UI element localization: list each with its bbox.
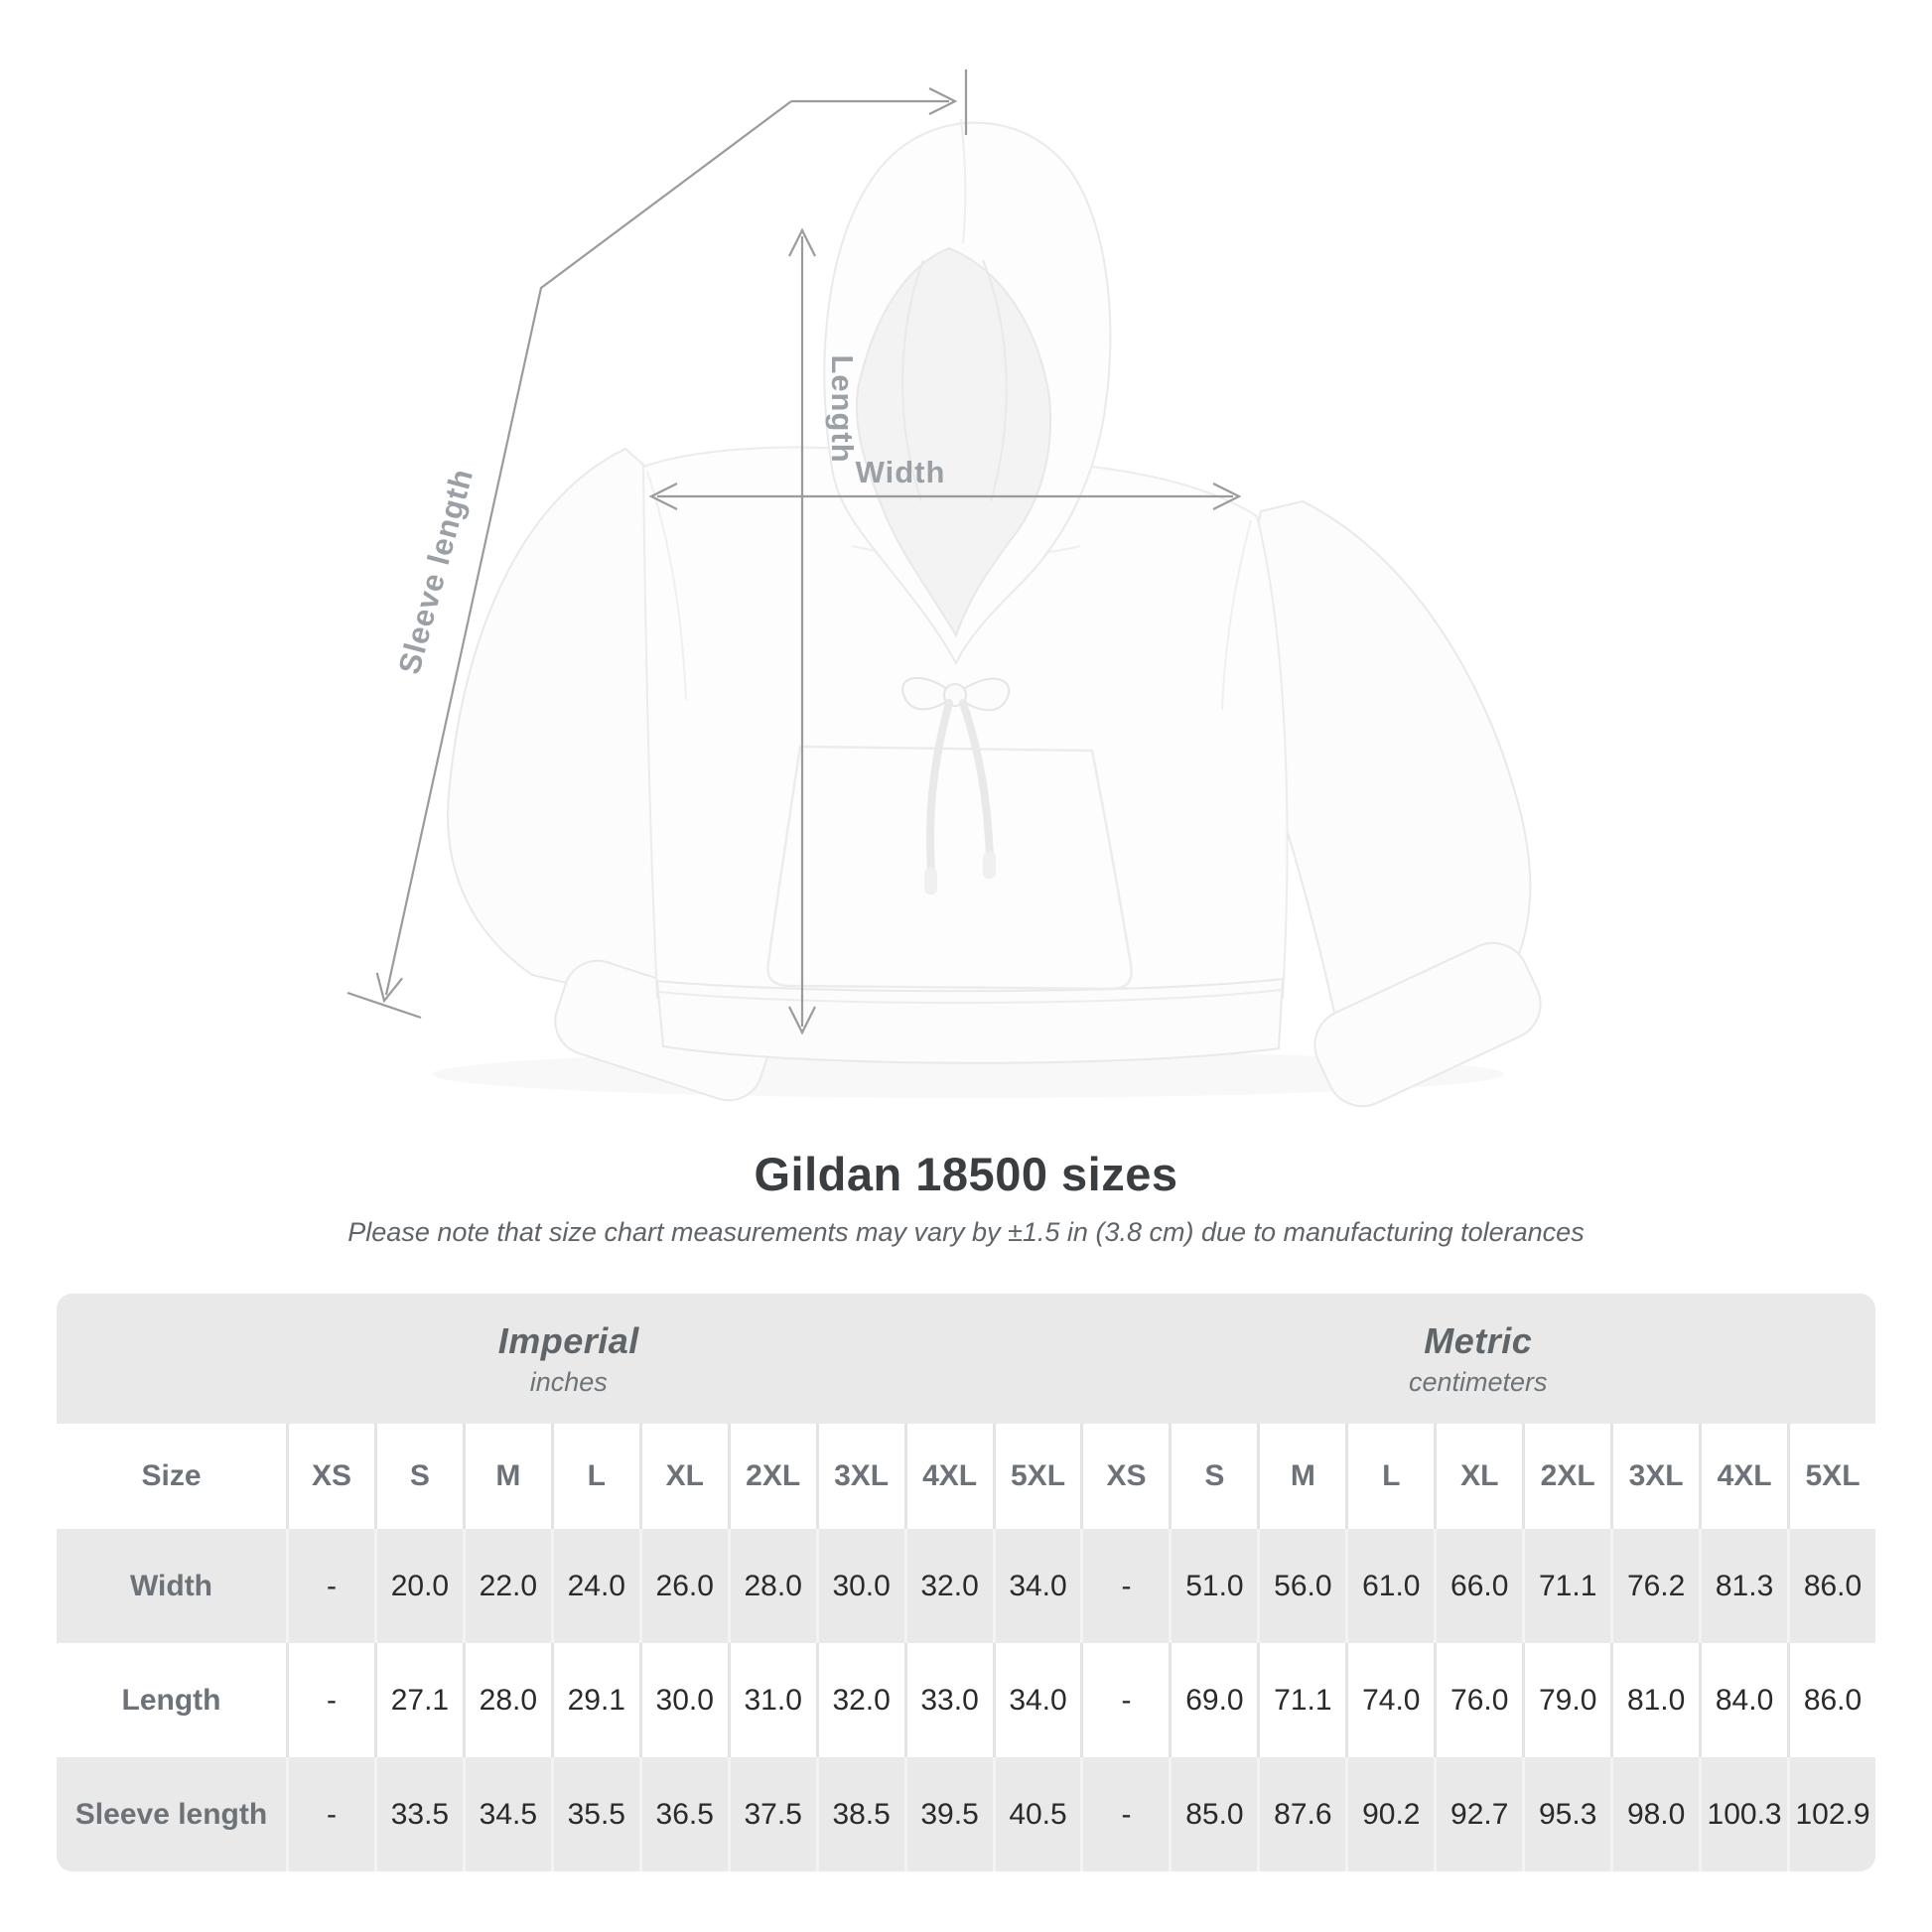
title-block	[0, 1137, 1932, 1248]
hoodie-hem-band	[657, 979, 1283, 1063]
size-header-cell: XL	[639, 1424, 728, 1529]
table-cell: 76.2	[1610, 1529, 1699, 1643]
table-cell: 98.0	[1610, 1757, 1699, 1871]
table-cell: 37.5	[728, 1757, 816, 1871]
table-cell: 81.0	[1610, 1643, 1699, 1757]
table-cell: 30.0	[639, 1643, 728, 1757]
table-cell: 34.0	[993, 1529, 1081, 1643]
table-cell: 33.5	[374, 1757, 463, 1871]
table-cell: 39.5	[904, 1757, 993, 1871]
size-header-cell: L	[1345, 1424, 1434, 1529]
size-header-cell: 2XL	[728, 1424, 816, 1529]
table-cell: 66.0	[1434, 1529, 1522, 1643]
hoodie-image	[432, 119, 1552, 1118]
table-cell: 69.0	[1169, 1643, 1257, 1757]
table-cell: 61.0	[1345, 1529, 1434, 1643]
table-cell: 71.1	[1522, 1529, 1610, 1643]
size-table	[57, 1294, 1875, 1871]
table-cell: 26.0	[639, 1529, 728, 1643]
table-cell: 33.0	[904, 1643, 993, 1757]
drawstring-aglet-left	[924, 868, 937, 895]
table-cell: 86.0	[1787, 1643, 1875, 1757]
size-header-cell: 4XL	[1699, 1424, 1787, 1529]
size-header-cell: XL	[1434, 1424, 1522, 1529]
size-header-cell: M	[463, 1424, 551, 1529]
size-header-cell: S	[374, 1424, 463, 1529]
page-title: Gildan 18500 sizes	[754, 1148, 1178, 1200]
unit-group-name: Imperial	[497, 1319, 639, 1361]
table-cell: 74.0	[1345, 1643, 1434, 1757]
table-cell: 95.3	[1522, 1757, 1610, 1871]
table-cell: 35.5	[551, 1757, 639, 1871]
size-header-cell: M	[1257, 1424, 1345, 1529]
table-cell: 30.0	[816, 1529, 904, 1643]
table-cell: 28.0	[728, 1529, 816, 1643]
length-label: Length	[825, 354, 860, 464]
page-subtitle: Please note that size chart measurements may vary by ±1.5 in (3.8 cm) due to manufacturing tolerances	[347, 1217, 1585, 1247]
table-cell: 90.2	[1345, 1757, 1434, 1871]
size-header-cell: L	[551, 1424, 639, 1529]
table-cell: 34.0	[993, 1643, 1081, 1757]
table-cell: -	[1080, 1643, 1169, 1757]
table-cell: 29.1	[551, 1643, 639, 1757]
size-header-cell: 3XL	[1610, 1424, 1699, 1529]
size-header-cell: 2XL	[1522, 1424, 1610, 1529]
row-label: Sleeve length	[57, 1757, 286, 1871]
size-header-cell: 5XL	[1787, 1424, 1875, 1529]
unit-group-unit: centimeters	[1408, 1366, 1548, 1397]
table-cell: 81.3	[1699, 1529, 1787, 1643]
table-cell: 27.1	[374, 1643, 463, 1757]
table-cell: -	[286, 1529, 374, 1643]
table-cell: 28.0	[463, 1643, 551, 1757]
size-header-cell: 5XL	[993, 1424, 1081, 1529]
hoodie-pocket	[767, 747, 1131, 989]
table-cell: -	[1080, 1757, 1169, 1871]
table-cell: 79.0	[1522, 1643, 1610, 1757]
table-cell: 87.6	[1257, 1757, 1345, 1871]
table-cell: 24.0	[551, 1529, 639, 1643]
row-label: Width	[57, 1529, 286, 1643]
table-cell: 38.5	[816, 1757, 904, 1871]
table-cell: 71.1	[1257, 1643, 1345, 1757]
table-cell: 22.0	[463, 1529, 551, 1643]
size-header-cell: XS	[1080, 1424, 1169, 1529]
table-cell: -	[1080, 1529, 1169, 1643]
row-label: Length	[57, 1643, 286, 1757]
table-cell: 102.9	[1787, 1757, 1875, 1871]
unit-group-name: Metric	[1424, 1319, 1533, 1361]
size-header-cell: 4XL	[904, 1424, 993, 1529]
table-cell: 86.0	[1787, 1529, 1875, 1643]
table-cell: 92.7	[1434, 1757, 1522, 1871]
table-cell: 40.5	[993, 1757, 1081, 1871]
size-header-cell: S	[1169, 1424, 1257, 1529]
table-cell: 36.5	[639, 1757, 728, 1871]
sleeve-length-label: Sleeve length	[391, 464, 481, 678]
size-column-header: Size	[57, 1424, 286, 1529]
table-cell: 51.0	[1169, 1529, 1257, 1643]
table-cell: 85.0	[1169, 1757, 1257, 1871]
drawstring-aglet-right	[983, 852, 996, 879]
size-header-cell: XS	[286, 1424, 374, 1529]
table-cell: 20.0	[374, 1529, 463, 1643]
table-cell: 76.0	[1434, 1643, 1522, 1757]
table-cell: 32.0	[816, 1643, 904, 1757]
table-cell: 84.0	[1699, 1643, 1787, 1757]
unit-group-unit: inches	[529, 1366, 608, 1397]
table-cell: 100.3	[1699, 1757, 1787, 1871]
unit-group-metric	[1080, 1294, 1875, 1424]
table-cell: 56.0	[1257, 1529, 1345, 1643]
table-cell: -	[286, 1757, 374, 1871]
size-table-grid	[57, 1294, 1875, 1871]
size-header-cell: 3XL	[816, 1424, 904, 1529]
width-label: Width	[855, 455, 946, 489]
table-cell: -	[286, 1643, 374, 1757]
table-cell: 34.5	[463, 1757, 551, 1871]
table-cell: 31.0	[728, 1643, 816, 1757]
unit-group-imperial	[57, 1294, 1080, 1424]
table-cell: 32.0	[904, 1529, 993, 1643]
